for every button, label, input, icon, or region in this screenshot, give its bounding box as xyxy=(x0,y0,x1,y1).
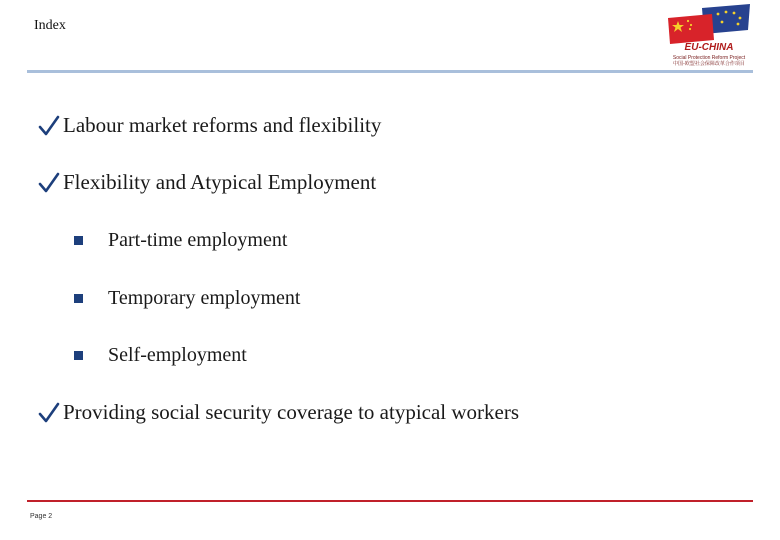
list-item xyxy=(38,113,381,138)
list-item-label: Providing social security coverage to atypical workers xyxy=(63,400,520,424)
logo-name: EU-CHINA xyxy=(684,42,734,53)
sub-list-item xyxy=(74,344,247,367)
checkmark-icon xyxy=(38,115,60,137)
checkmark-icon xyxy=(38,402,60,424)
sub-list-item xyxy=(74,287,300,310)
sub-list-item-label: Self-employment xyxy=(108,344,247,366)
list-item-label: Labour market reforms and flexibility xyxy=(63,113,382,137)
list-item-label: Flexibility and Atypical Employment xyxy=(63,170,377,194)
list-item xyxy=(38,170,376,195)
logo-subtitle: Social Protection Reform Project 中国-欧盟社会保障改革合作项目 xyxy=(672,55,746,67)
sub-list-item-label: Part-time employment xyxy=(108,229,288,251)
page-number: Page 2 xyxy=(30,513,53,520)
square-bullet-icon xyxy=(74,236,83,245)
footer-divider xyxy=(27,500,753,502)
slide-title: Index xyxy=(34,18,66,33)
square-bullet-icon xyxy=(74,351,83,360)
checkmark-icon xyxy=(38,172,60,194)
sub-list-item xyxy=(74,229,287,252)
square-bullet-icon xyxy=(74,294,83,303)
list-item xyxy=(38,400,519,425)
eu-china-logo xyxy=(662,4,752,68)
header-divider xyxy=(27,70,753,73)
flags-icon xyxy=(662,4,752,44)
sub-list-item-label: Temporary employment xyxy=(108,287,301,309)
